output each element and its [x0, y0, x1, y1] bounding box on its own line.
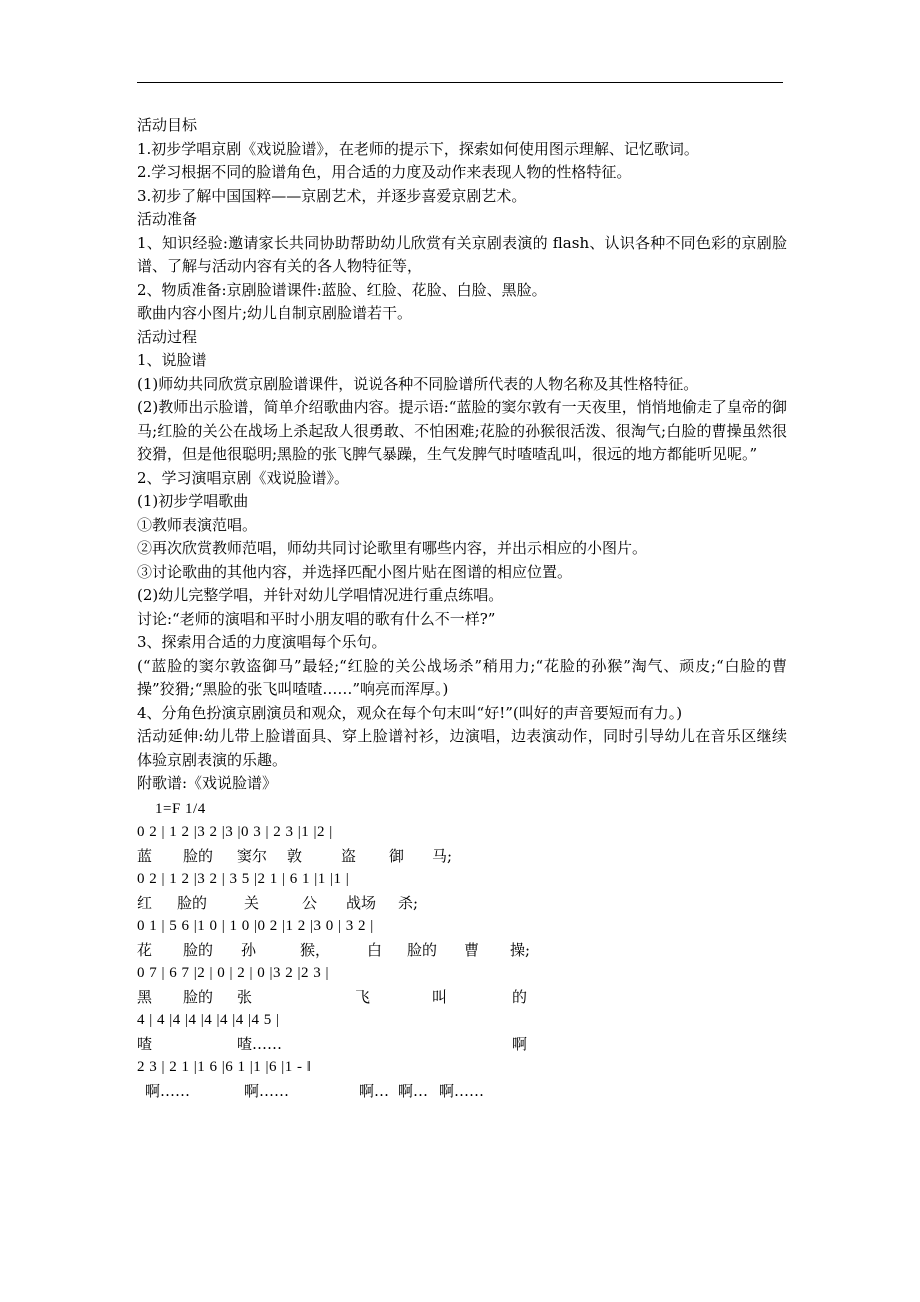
document-body — [137, 114, 787, 1103]
lyric-word: 喳…… — [237, 1034, 283, 1053]
process-item: 3、探索用合适的力度演唱每个乐句。 — [137, 633, 387, 651]
lyrics-line — [137, 892, 787, 916]
lyric-word: 脸的 — [183, 940, 214, 959]
lyric-word: 啊…… — [244, 1081, 290, 1100]
lyric-word: 叫 — [432, 987, 448, 1006]
process-item: (1)初步学唱歌曲 — [137, 492, 249, 510]
lyric-word: 脸的 — [407, 940, 438, 959]
lyric-word: 窦尔 — [237, 846, 268, 865]
process-item: 讨论:“老师的演唱和平时小朋友唱的歌有什么不一样?” — [137, 609, 496, 628]
notes-line: 0 1 | 5 6 |1 0 | 1 0 |0 2 |1 2 |3 0 | 3 2 | — [137, 918, 374, 934]
lyric-word: 的 — [512, 987, 528, 1006]
process-item: 1、说脸谱 — [137, 351, 207, 369]
lyric-word: 盗 — [341, 846, 357, 865]
lyric-word: 花 — [137, 940, 153, 959]
song-key: 1=F 1/4 — [155, 800, 206, 817]
lyric-word: 马; — [432, 846, 453, 865]
notes-line: 0 2 | 1 2 |3 2 |3 |0 3 | 2 3 |1 |2 | — [137, 824, 333, 840]
process-item: (1)师幼共同欣赏京剧脸谱课件，说说各种不同脸谱所代表的人物名称及其性格特征。 — [137, 374, 699, 393]
goal-item: 3.初步了解中国国粹——京剧艺术，并逐步喜爱京剧艺术。 — [137, 186, 527, 205]
goal-item: 1.初步学唱京剧《戏说脸谱》，在老师的提示下，探索如何使用图示理解、记忆歌词。 — [137, 139, 699, 158]
lyric-word: 曹 — [464, 940, 480, 959]
notes-line: 0 7 | 6 7 |2 | 0 | 2 | 0 |3 2 |2 3 | — [137, 965, 330, 981]
prep-heading: 活动准备 — [137, 210, 198, 228]
lyrics-line — [137, 1080, 787, 1104]
notes-line: 0 2 | 1 2 |3 2 | 3 5 |2 1 | 6 1 |1 |1 | — [137, 871, 350, 887]
lyrics-line — [137, 1033, 787, 1057]
process-item: (“蓝脸的窦尔敦盗御马”最轻;“红脸的关公战场杀”稍用力;“花脸的孙猴”淘气、顽皮;“白脸的曹操”狡猾;“黑脸的张飞叫喳喳……”响亮而浑厚。) — [137, 656, 787, 698]
lyrics-line — [137, 939, 787, 963]
notes-line: 4 | 4 |4 |4 |4 |4 |4 |4 5 | — [137, 1012, 280, 1028]
process-item: ③讨论歌曲的其他内容，并选择匹配小图片贴在图谱的相应位置。 — [137, 562, 573, 581]
lyric-word: 喳 — [137, 1034, 153, 1053]
lyric-word: 脸的 — [177, 893, 208, 912]
prep-item: 1、知识经验:邀请家长共同协助帮助幼儿欣赏有关京剧表演的 flash、认识各种不同色彩的京剧脸谱、了解与活动内容有关的各人物特征等， — [137, 233, 787, 275]
lyric-word: 脸的 — [183, 846, 214, 865]
process-item: ②再次欣赏教师范唱，师幼共同讨论歌里有哪些内容，并出示相应的小图片。 — [137, 539, 648, 557]
lyric-word: 孙 — [241, 940, 257, 959]
lyric-word: 啊… — [398, 1081, 429, 1100]
lyric-word: 啊…… — [145, 1081, 191, 1100]
prep-item: 2、物质准备:京剧脸谱课件:蓝脸、红脸、花脸、白脸、黑脸。 — [137, 280, 547, 299]
lyric-word: 啊 — [512, 1034, 528, 1053]
lyrics-line — [137, 845, 787, 869]
header-rule — [137, 82, 783, 83]
goals-heading: 活动目标 — [137, 116, 198, 134]
lyric-word: 啊…… — [439, 1081, 485, 1100]
lyric-word: 杀; — [398, 893, 419, 912]
lyric-word: 关 — [244, 893, 260, 912]
process-heading: 活动过程 — [137, 327, 198, 346]
process-item: ①教师表演范唱。 — [137, 515, 258, 534]
lyric-word: 黑 — [137, 987, 153, 1006]
lyric-word: 猴， — [300, 940, 331, 959]
lyric-word: 蓝 — [137, 846, 153, 865]
song-score — [137, 798, 787, 1104]
lyric-word: 操; — [510, 940, 531, 959]
lyrics-line — [137, 986, 787, 1010]
process-item: 2、学习演唱京剧《戏说脸谱》。 — [137, 468, 350, 487]
process-item: 4、分角色扮演京剧演员和观众，观众在每个句末叫“好!”(叫好的声音要短而有力。) — [137, 703, 683, 722]
lyric-word: 战场 — [346, 893, 377, 912]
goal-item: 2.学习根据不同的脸谱角色，用合适的力度及动作来表现人物的性格特征。 — [137, 163, 632, 181]
lyric-word: 啊… — [359, 1081, 390, 1100]
lyric-word: 白 — [367, 940, 383, 959]
lyric-word: 公 — [302, 893, 318, 912]
lyric-word: 敦 — [287, 846, 303, 865]
process-item: (2)幼儿完整学唱，并针对幼儿学唱情况进行重点练唱。 — [137, 586, 504, 604]
process-item: 活动延伸:幼儿带上脸谱面具、穿上脸谱衬衫，边演唱，边表演动作，同时引导幼儿在音乐区继续体验京剧表演的乐趣。 — [137, 727, 787, 769]
lyric-word: 红 — [137, 893, 153, 912]
lyric-word: 脸的 — [183, 987, 214, 1006]
lyric-word: 张 — [237, 987, 253, 1006]
notes-line: 2 3 | 2 1 |1 6 |6 1 |1 |6 |1 - ‖ — [137, 1059, 312, 1075]
lyric-word: 飞 — [355, 987, 371, 1006]
prep-item: 歌曲内容小图片;幼儿自制京剧脸谱若干。 — [137, 304, 413, 322]
lyric-word: 御 — [389, 846, 405, 865]
song-title: 附歌谱:《戏说脸谱》 — [137, 774, 278, 792]
process-item: (2)教师出示脸谱，简单介绍歌曲内容。提示语:“蓝脸的窦尔敦有一天夜里，悄悄地偷走了皇帝的御马;红脸的关公在战场上杀起敌人很勇敢、不怕困难;花脸的孙猴很活泼、很淘气;白脸的曹操虽然很狡猾，但是他很聪明;黑脸的张飞脾气暴躁，生气发脾气时喳喳乱叫，很远的地方都能听见呢。” — [137, 398, 787, 463]
